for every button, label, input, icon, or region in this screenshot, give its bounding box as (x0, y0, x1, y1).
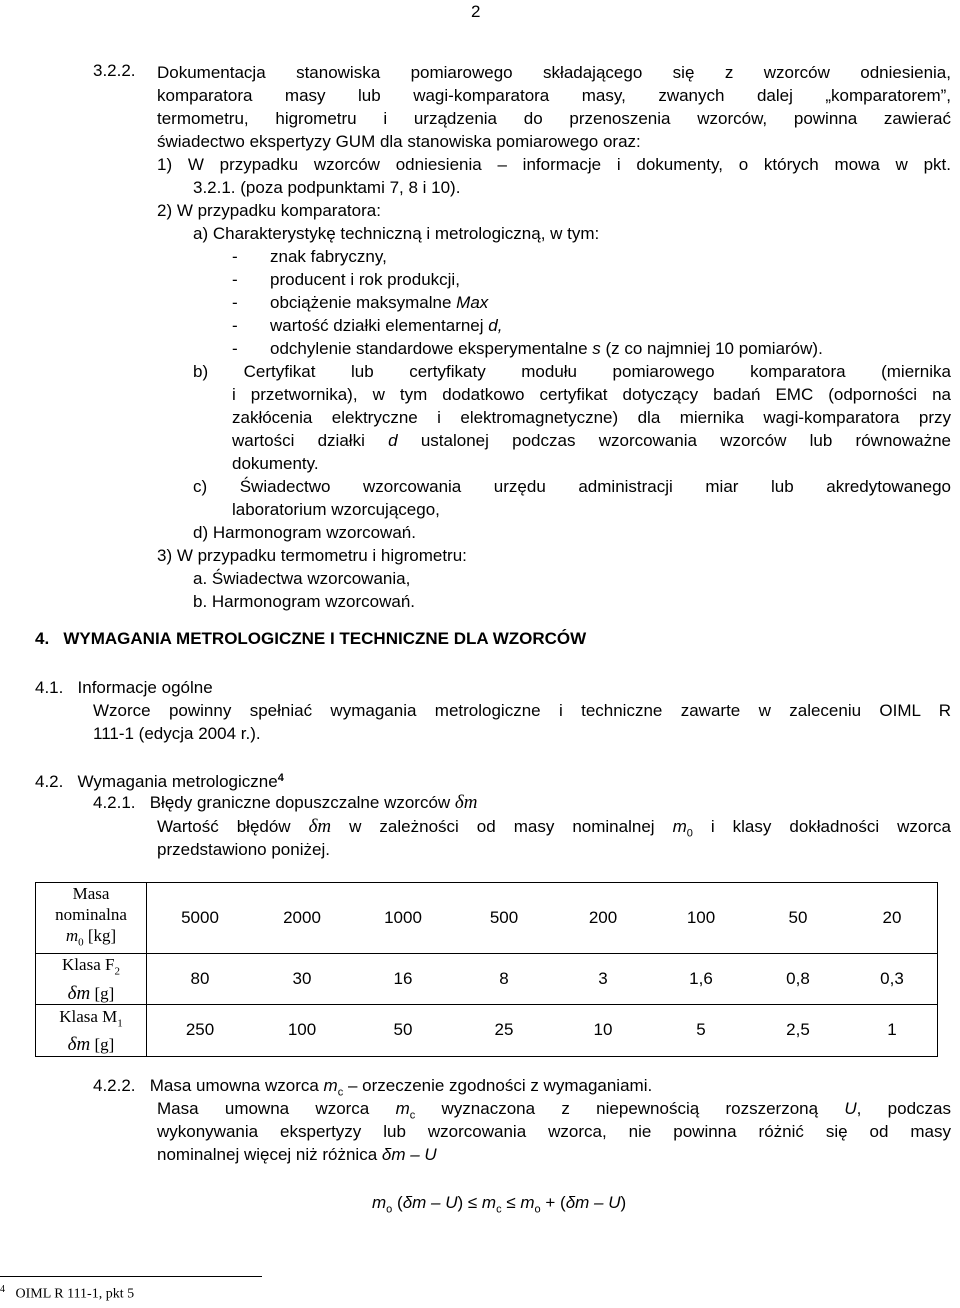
table-cell: 25 (494, 1020, 514, 1040)
table-cell: 200 (588, 908, 618, 928)
footnote: $^4$ OIML R 111-1, pkt 5 (0, 1284, 135, 1302)
list-item-2c: c) Świadectwo wzorcowania urzędu administracji miar lub akredytowanego (193, 477, 951, 496)
table-cell: 50 (788, 908, 808, 928)
subsection-title-4-2-2: 4.2.2. Masa umowna wzorca $m_c$ – orzeczenie zgodności z wymaganiami. (93, 1076, 653, 1099)
table-cell: 80 (190, 969, 210, 989)
row-header-class-f2: Klasa $F_2$ δm [g] (36, 954, 147, 1004)
paragraph-line: Dokumentacja stanowiska pomiarowego składającego się z wzorców odniesienia, (157, 63, 951, 82)
paragraph-line: komparatora masy lub wagi-komparatora masy, zwanych dalej „komparatorem”, (157, 86, 951, 105)
table-cell: 500 (489, 908, 519, 928)
list-item-3: 3) W przypadku termometru i higrometru: (157, 546, 467, 565)
dash-mark: - (232, 247, 238, 266)
dash-item: obciążenie maksymalne Max (270, 293, 489, 312)
list-item-2b-cont: zakłócenia elektryczne i elektromagnetyczne) dla miernika wagi-komparatora przy (232, 408, 951, 427)
formula: $m_o$ $(\delta m - U) \le m_c \le m_o + (\delta m - U)$ (372, 1193, 627, 1216)
table-cell: 2000 (283, 908, 321, 928)
list-item-2d: d) Harmonogram wzorcowań. (193, 523, 416, 542)
list-item-2b-cont: dokumenty. (232, 454, 319, 473)
table-cell: 20 (882, 908, 902, 928)
paragraph-line: Wartość błędów δm w zależności od masy nominalnej $m_0$ i klasy dokładności wzorca (157, 816, 952, 840)
table-cell: 8 (499, 969, 509, 989)
list-item-3a: a. Świadectwa wzorcowania, (193, 569, 411, 588)
row-header-class-m1: Klasa $M_1$ δm [g] (36, 1004, 147, 1056)
dash-mark: - (232, 293, 238, 312)
subsection-title-4-1: 4.1. Informacje ogólne (35, 678, 213, 697)
footnote-ref: 4 (277, 772, 284, 784)
table-cell: 16 (393, 969, 413, 989)
class-f2-values (147, 954, 938, 1004)
table-cell: 50 (393, 1020, 413, 1040)
paragraph-line: 111-1 (edycja 2004 r.). (93, 724, 261, 743)
subsection-title-4-2-1: 4.2.1. Błędy graniczne dopuszczalne wzorców δm (93, 792, 478, 813)
table-cell: 100 (287, 1020, 317, 1040)
table-cell: 2,5 (786, 1020, 810, 1040)
section-number-3-2-2: 3.2.2. (93, 61, 136, 80)
paragraph-line: wykonywania ekspertyzy lub wzorcowania wzorca, nie powinna różnić się od masy (157, 1122, 951, 1141)
dash-mark: - (232, 270, 238, 289)
error-limits-table (35, 882, 938, 1057)
subsection-title-4-2: 4.2. Wymagania metrologiczne$^4$ (35, 772, 284, 791)
table-row (36, 954, 938, 1004)
footnote-divider (0, 1276, 262, 1277)
paragraph-line: Masa umowna wzorca $m_c$ wyznaczona z niepewnością rozszerzoną U, podczas (157, 1099, 951, 1122)
table-cell: 0,8 (786, 969, 810, 989)
page-number: 2 (471, 2, 481, 21)
paragraph-line: nominalnej więcej niż różnica δm – U (157, 1145, 437, 1164)
section-heading-4: 4. WYMAGANIA METROLOGICZNE I TECHNICZNE DLA WZORCÓW (35, 629, 587, 648)
mass-values (147, 883, 938, 954)
dash-item: producent i rok produkcji, (270, 270, 460, 289)
paragraph-line: świadectwo ekspertyzy GUM dla stanowiska pomiarowego oraz: (157, 132, 641, 151)
table-row (36, 1004, 938, 1056)
dash-item: znak fabryczny, (270, 247, 387, 266)
table-cell: 100 (686, 908, 716, 928)
dash-mark: - (232, 316, 238, 335)
list-item-3b: b. Harmonogram wzorcowań. (193, 592, 416, 611)
table-cell: 1,6 (689, 969, 713, 989)
table-cell: 250 (185, 1020, 215, 1040)
dash-mark: - (232, 339, 238, 358)
list-item-1: 1) W przypadku wzorców odniesienia – informacje i dokumenty, o których mowa w pkt. (157, 155, 951, 174)
paragraph-line: Wzorce powinny spełniać wymagania metrologiczne i techniczne zawarte w zaleceniu OIML R (93, 701, 951, 720)
paragraph-line: termometru, higrometru i urządzenia do przenoszenia wzorców, powinna zawierać (157, 109, 951, 128)
list-item-2b: b) Certyfikat lub certyfikaty modułu pomiarowego komparatora (miernika (193, 362, 951, 381)
list-item-2: 2) W przypadku komparatora: (157, 201, 381, 220)
table-cell: 30 (292, 969, 312, 989)
list-item-2c-cont: laboratorium wzorcującego, (232, 500, 440, 519)
table-cell: 5 (696, 1020, 706, 1040)
table-cell: 0,3 (880, 969, 904, 989)
table-row (36, 883, 938, 954)
table-cell: 5000 (181, 908, 219, 928)
list-item-2b-cont: wartości działki d ustalonej podczas wzorcowania wzorców lub równoważne (232, 431, 951, 450)
dash-item: odchylenie standardowe eksperymentalne s (z co najmniej 10 pomiarów). (270, 339, 823, 358)
list-item-1-cont: 3.2.1. (poza podpunktami 7, 8 i 10). (193, 178, 461, 197)
row-header-mass: Masa nominalna $m_0$ [kg] (36, 883, 147, 954)
paragraph-line: przedstawiono poniżej. (157, 840, 330, 859)
table-cell: 1000 (384, 908, 422, 928)
class-m1-values (147, 1004, 938, 1056)
list-item-2a: a) Charakterystykę techniczną i metrologiczną, w tym: (193, 224, 600, 243)
dash-item: wartość działki elementarnej d, (270, 316, 503, 335)
list-item-2b-cont: i przetwornika), w tym dodatkowo certyfikat dotyczący badań EMC (odporności na (232, 385, 951, 404)
table-cell: 1 (887, 1020, 897, 1040)
table-cell: 3 (598, 969, 608, 989)
table-cell: 10 (593, 1020, 613, 1040)
